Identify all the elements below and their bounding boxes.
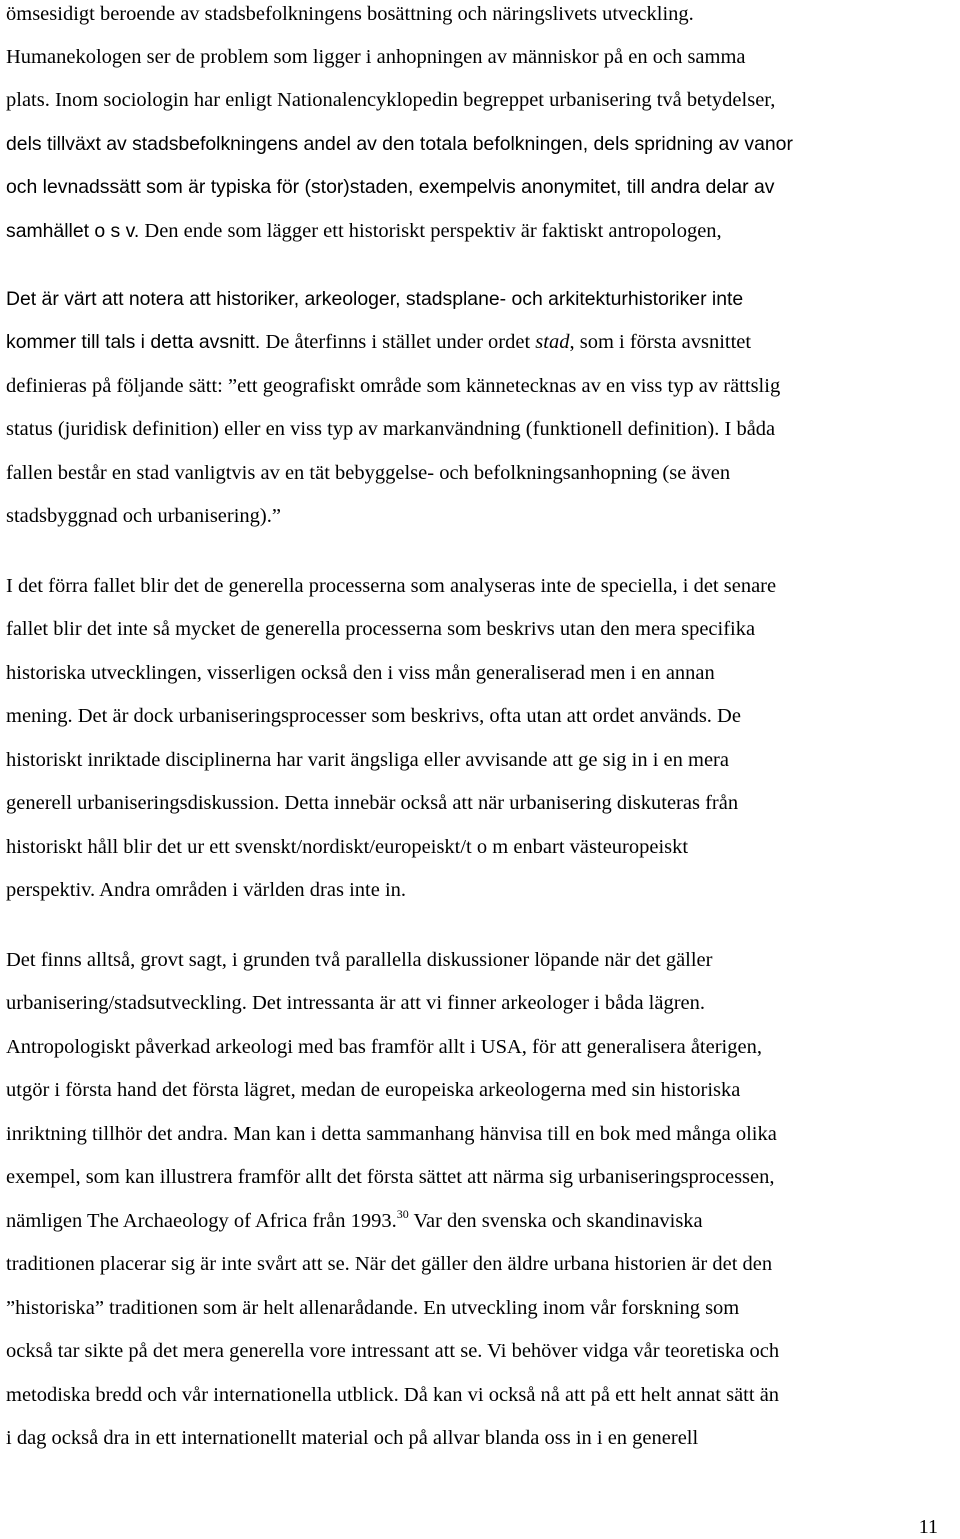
text-line: Antropologiskt påverkad arkeologi med bas framför allt i USA, för att generalisera återigen, — [6, 1036, 762, 1058]
page-number: 11 — [918, 1516, 938, 1538]
footnote-reference: 30 — [396, 1207, 409, 1221]
text-segment: kommer till tals i detta avsnitt. — [6, 331, 261, 353]
text-segment: De återfinns i stället under ordet — [260, 331, 536, 353]
text-line: I det förra fallet blir det de generella processerna som analyseras inte de speciella, i det senare — [6, 575, 777, 597]
text-line: i dag också dra in ett internationellt material och på allvar blanda oss in i en generell — [6, 1427, 699, 1449]
text-line: historiskt inriktade disciplinerna har varit ängsliga eller avvisande att ge sig in i en mera — [6, 749, 729, 771]
text-line: historiska utvecklingen, visserligen också den i viss mån generaliserad men i en annan — [6, 662, 715, 684]
text-line — [6, 330, 751, 354]
text-line: status (juridisk definition) eller en viss typ av markanvändning (funktionell definition). I båda — [6, 418, 776, 440]
text-line: exempel, som kan illustrera framför allt det första sättet att närma sig urbaniseringsprocessen, — [6, 1166, 775, 1188]
text-line: också tar sikte på det mera generella vore intressant att se. Vi behöver vidga vår teoretiska och — [6, 1340, 780, 1362]
text-line: mening. Det är dock urbaniseringsprocesser som beskrivs, ofta utan att ordet används. De — [6, 705, 741, 727]
text-line: Det är värt att notera att historiker, arkeologer, stadsplane- och arkitekturhistoriker inte — [6, 288, 744, 310]
text-line: metodiska bredd och vår internationella utblick. Då kan vi också nå att på ett helt annat sätt än — [6, 1384, 780, 1406]
text-line: stadsbyggnad och urbanisering).” — [6, 505, 281, 527]
text-segment: , som i första avsnittet — [569, 331, 752, 353]
text-line: utgör i första hand det första lägret, medan de europeiska arkeologerna med sin historiska — [6, 1079, 741, 1101]
text-line: generell urbaniseringsdiskussion. Detta innebär också att när urbanisering diskuteras från — [6, 792, 739, 814]
text-segment: Den ende som lägger ett historiskt perspektiv är faktiskt antropologen, — [139, 220, 722, 242]
text-line — [6, 219, 722, 243]
text-segment: nämligen The Archaeology of Africa från 1993. — [6, 1210, 397, 1232]
text-line: perspektiv. Andra områden i världen dras inte in. — [6, 879, 407, 901]
text-line: Det finns alltså, grovt sagt, i grunden två parallella diskussioner löpande när det gäller — [6, 949, 713, 971]
text-line: fallen består en stad vanligtvis av en tät bebyggelse- och befolkningsanhopning (se även — [6, 462, 731, 484]
text-line: ”historiska” traditionen som är helt allenarådande. En utveckling inom vår forskning som — [6, 1297, 740, 1319]
text-line: plats. Inom sociologin har enligt Nationalencyklopedin begreppet urbanisering två betydelser, — [6, 89, 776, 111]
italic-term: stad — [535, 331, 570, 353]
text-segment: Var den svenska och skandinaviska — [408, 1210, 703, 1232]
text-line: definieras på följande sätt: ”ett geografiskt område som kännetecknas av en viss typ av rättslig — [6, 375, 781, 397]
text-line: traditionen placerar sig är inte svårt att se. När det gäller den äldre urbana historien är det den — [6, 1253, 773, 1275]
text-line: inriktning tillhör det andra. Man kan i detta sammanhang hänvisa till en bok med många olika — [6, 1123, 777, 1145]
text-line: fallet blir det inte så mycket de generella processerna som beskrivs utan den mera specifika — [6, 618, 756, 640]
text-line: urbanisering/stadsutveckling. Det intressanta är att vi finner arkeologer i båda lägren. — [6, 992, 706, 1014]
text-line: ömsesidigt beroende av stadsbefolkningens bosättning och näringslivets utveckling. — [6, 3, 694, 25]
text-line — [6, 1209, 703, 1233]
text-line: Humanekologen ser de problem som ligger i anhopningen av människor på en och samma — [6, 46, 746, 68]
text-segment: samhället o s v. — [6, 220, 140, 242]
text-line: historiskt håll blir det ur ett svenskt/nordiskt/europeiskt/t o m enbart västeuropeiskt — [6, 836, 689, 858]
text-line: och levnadssätt som är typiska för (stor)staden, exempelvis anonymitet, till andra delar av — [6, 176, 775, 198]
text-line: dels tillväxt av stadsbefolkningens andel av den totala befolkningen, dels spridning av vanor — [6, 133, 793, 155]
